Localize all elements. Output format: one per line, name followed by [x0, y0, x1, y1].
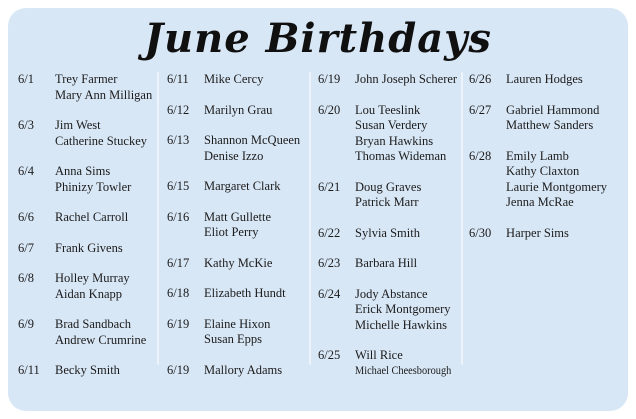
person-name: Becky Smith [55, 363, 120, 377]
birthday-entry [167, 256, 318, 272]
person-name: Matthew Sanders [506, 118, 594, 132]
birthday-entry [167, 103, 318, 119]
person-name: Thomas Wideman [355, 149, 447, 163]
entry-date: 6/19 [167, 362, 190, 377]
birthday-entry [318, 226, 469, 242]
entry-names [506, 226, 628, 242]
entry-date: 6/28 [469, 148, 492, 163]
person-name: Mike Cercy [204, 72, 264, 86]
entry-names [55, 317, 167, 348]
entry-names [204, 286, 318, 302]
person-name: Anna Sims [55, 164, 111, 178]
entry-names [506, 103, 628, 134]
person-name: Eliot Perry [204, 225, 259, 239]
entry-names [355, 226, 469, 242]
entry-date: 6/27 [469, 102, 492, 117]
entry-date: 6/13 [167, 133, 190, 147]
person-name: Holley Murray [55, 271, 130, 285]
entry-names [204, 317, 318, 348]
person-name: Patrick Marr [355, 195, 419, 209]
person-name: Bryan Hawkins [355, 133, 434, 148]
person-name: Kathy McKie [204, 255, 273, 270]
birthday-column-3 [318, 72, 469, 411]
columns [8, 72, 628, 411]
person-name: Trey Farmer [55, 72, 118, 86]
entry-date: 6/18 [167, 286, 190, 300]
birthday-entry [318, 348, 469, 379]
person-name: Catherine Stuckey [55, 133, 147, 148]
person-name: Andrew Crumrine [55, 332, 147, 347]
birthday-entry [167, 210, 318, 241]
entry-date: 6/11 [18, 363, 40, 377]
person-name: Will Rice [355, 348, 403, 362]
person-name: Mallory Adams [204, 362, 283, 377]
entry-names [355, 180, 469, 211]
birthday-entry [469, 149, 628, 211]
entry-names [355, 72, 469, 88]
person-name: Lou Teeslink [355, 102, 421, 117]
entry-names [204, 133, 318, 164]
birthday-entry [18, 271, 167, 302]
birthday-entry [18, 241, 167, 257]
birthday-entry [18, 210, 167, 226]
person-name: Gabriel Hammond [506, 102, 600, 117]
entry-names [55, 72, 167, 103]
entry-date: 6/12 [167, 102, 190, 117]
entry-names [355, 103, 469, 165]
person-name: Elaine Hixon [204, 316, 271, 331]
person-name: Brad Sandbach [55, 317, 132, 331]
page-title: June Birthdays [144, 15, 492, 62]
entry-date: 6/25 [318, 348, 341, 362]
birthday-entry [318, 287, 469, 334]
entry-date: 6/24 [318, 286, 341, 301]
entry-names [204, 179, 318, 195]
person-name: Jenna McRae [506, 195, 574, 209]
person-name: Elizabeth Hundt [204, 286, 286, 300]
birthday-entry [18, 118, 167, 149]
person-name: Michael Cheesborough [355, 364, 452, 377]
entry-date: 6/30 [469, 225, 492, 240]
person-name: Sylvia Smith [355, 225, 420, 240]
person-name: Doug Graves [355, 179, 422, 194]
entry-names [55, 210, 167, 226]
person-name: Barbara Hill [355, 256, 418, 270]
person-name: Jody Abstance [355, 286, 428, 301]
entry-names [506, 149, 628, 211]
entry-names [55, 118, 167, 149]
entry-names [55, 164, 167, 195]
person-name: Laurie Montgomery [506, 179, 608, 194]
entry-names [355, 256, 469, 272]
entry-date: 6/6 [18, 210, 34, 224]
entry-names [506, 72, 628, 88]
entry-names [55, 271, 167, 302]
person-name: Frank Givens [55, 240, 123, 255]
entry-date: 6/22 [318, 225, 341, 240]
birthday-entry [318, 256, 469, 272]
person-name: Matt Gullette [204, 209, 272, 224]
person-name: Erick Montgomery [355, 302, 451, 316]
entry-date: 6/16 [167, 209, 190, 224]
entry-date: 6/7 [18, 240, 34, 255]
person-name: Susan Verdery [355, 118, 428, 132]
entry-date: 6/4 [18, 164, 34, 178]
entry-date: 6/9 [18, 317, 34, 331]
person-name: Lauren Hodges [506, 72, 583, 86]
entry-date: 6/3 [18, 118, 34, 132]
person-name: Rachel Carroll [55, 210, 129, 224]
entry-date: 6/19 [167, 316, 190, 331]
entry-names [204, 72, 318, 88]
birthday-entry [469, 72, 628, 88]
entry-date: 6/8 [18, 271, 34, 285]
person-name: Harper Sims [506, 225, 569, 240]
person-name: Denise Izzo [204, 148, 264, 163]
birthday-entry [318, 180, 469, 211]
person-name: John Joseph Scherer [355, 72, 458, 86]
birthday-entry [18, 317, 167, 348]
entry-date: 6/21 [318, 179, 341, 194]
entry-date: 6/20 [318, 102, 341, 117]
birthday-entry [167, 133, 318, 164]
birthday-card [8, 8, 628, 411]
birthday-entry [167, 363, 318, 379]
birthday-entry [167, 286, 318, 302]
person-name: Aidan Knapp [55, 286, 122, 301]
birthday-entry [318, 103, 469, 165]
birthday-entry [469, 226, 628, 242]
person-name: Mary Ann Milligan [55, 87, 153, 102]
entry-date: 6/11 [167, 72, 189, 86]
entry-names [204, 210, 318, 241]
entry-date: 6/15 [167, 179, 190, 193]
entry-date: 6/17 [167, 255, 190, 270]
birthday-entry [18, 72, 167, 103]
birthday-entry [167, 72, 318, 88]
person-name: Kathy Claxton [506, 164, 580, 178]
birthday-entry [18, 363, 167, 379]
person-name: Marilyn Grau [204, 102, 273, 117]
birthday-column-1 [18, 72, 167, 411]
person-name: Phinizy Towler [55, 179, 132, 194]
birthday-entry [469, 103, 628, 134]
person-name: Shannon McQueen [204, 133, 301, 147]
person-name: Margaret Clark [204, 179, 281, 193]
entry-date: 6/23 [318, 256, 341, 270]
entry-date: 6/26 [469, 72, 492, 86]
entry-names [204, 103, 318, 119]
entry-names [355, 348, 469, 379]
entry-names [55, 363, 167, 379]
birthday-entry [167, 317, 318, 348]
birthday-entry [167, 179, 318, 195]
entry-names [55, 241, 167, 257]
birthday-column-2 [167, 72, 318, 411]
birthday-entry [318, 72, 469, 88]
person-name: Susan Epps [204, 332, 263, 346]
person-name: Michelle Hawkins [355, 317, 448, 332]
entry-names [204, 256, 318, 272]
person-name: Emily Lamb [506, 148, 569, 163]
entry-date: 6/1 [18, 72, 34, 86]
person-name: Jim West [55, 118, 101, 132]
entry-names [204, 363, 318, 379]
entry-date: 6/19 [318, 72, 341, 86]
entry-names [355, 287, 469, 334]
birthday-column-4 [469, 72, 628, 411]
birthday-entry [18, 164, 167, 195]
